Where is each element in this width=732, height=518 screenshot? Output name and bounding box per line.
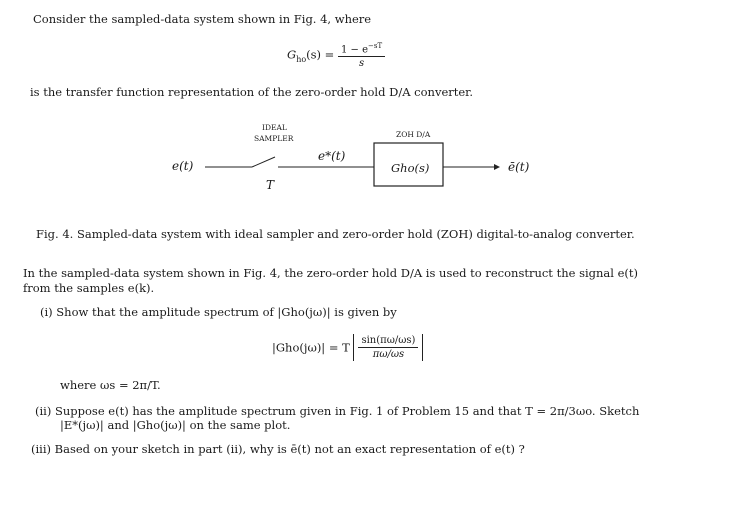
eq-arg: (s) = (306, 47, 335, 62)
equation-amplitude (272, 334, 423, 361)
part-iii: (iii) Based on your sketch in part (ii), why is ē(t) not an exact representation of e(t) ? (31, 442, 525, 456)
part-i: (i) Show that the amplitude spectrum of |Gho(jω)| is given by (40, 305, 397, 319)
eq2-den: πω/ωs (372, 349, 405, 360)
eq2-lhs: |Gho(jω)| = T (272, 340, 350, 355)
eq2-fraction (358, 335, 418, 360)
sampler-switch (252, 157, 275, 167)
intro-line-2: is the transfer function representation of the zero-order hold D/A converter. (30, 85, 474, 99)
sampler-label-1: IDEAL (262, 123, 287, 132)
paragraph-1a: In the sampled-data system shown in Fig. 4, the zero-order hold D/A is used to reconstruct the signal e(t) (23, 266, 639, 280)
eq-num: 1 − e (340, 44, 369, 56)
figure-caption: Fig. 4. Sampled-data system with ideal sampler and zero-order hold (ZOH) digital-to-analog converter. (36, 227, 635, 241)
zoh-block-label: Gho(s) (391, 161, 430, 175)
intro-line-1: Consider the sampled-data system shown in Fig. 4, where (33, 12, 372, 26)
sampled-signal: e*(t) (318, 149, 346, 163)
sample-period: T (266, 178, 275, 192)
zoh-label: ZOH D/A (396, 130, 431, 139)
output-arrowhead (494, 164, 500, 170)
eq-lhs: G (287, 47, 297, 62)
eq-den: s (359, 58, 365, 70)
sampler-label-2: SAMPLER (254, 134, 294, 143)
where-line: where ωs = 2π/T. (60, 378, 161, 392)
eq2-abs-bars (353, 334, 423, 361)
part-ii-a: (ii) Suppose e(t) has the amplitude spectrum given in Fig. 1 of Problem 15 and that T = 2π/3ωo. Sketch (35, 404, 640, 418)
input-signal: e(t) (172, 159, 194, 173)
eq-sub: ho (296, 54, 307, 64)
eq-num-sup: −sT (368, 42, 383, 50)
eq2-num: sin(πω/ωs) (358, 335, 418, 348)
paragraph-1b: from the samples e(k). (23, 281, 155, 295)
block-diagram (0, 0, 732, 220)
part-ii-b: |E*(jω)| and |Gho(jω)| on the same plot. (60, 418, 291, 432)
output-signal: ē(t) (508, 160, 530, 174)
